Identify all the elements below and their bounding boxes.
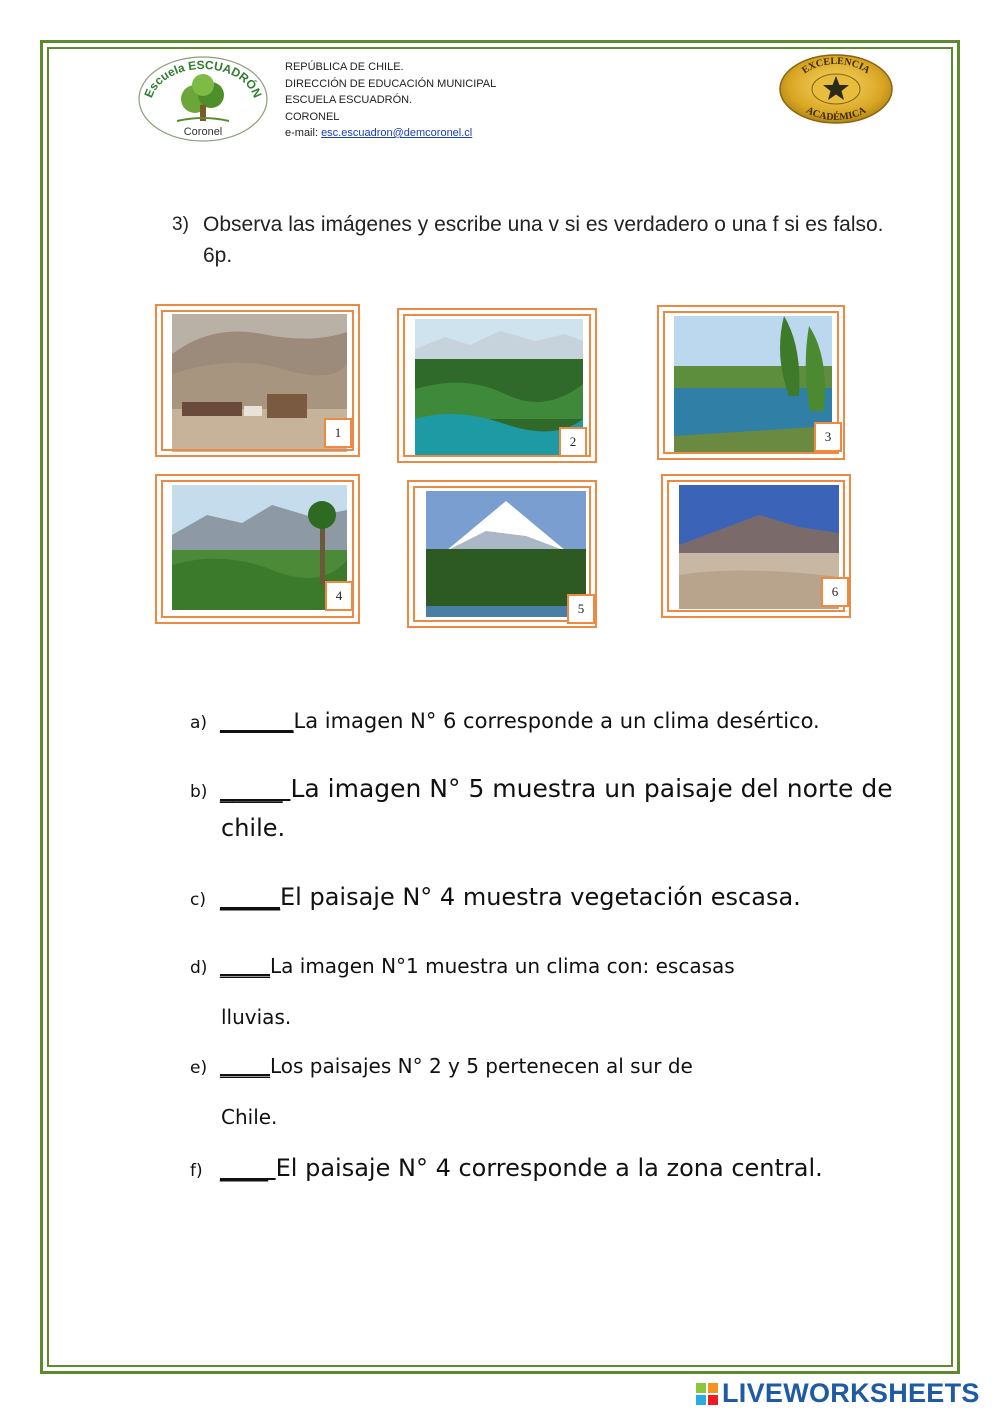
header-line-city: CORONEL: [285, 110, 340, 123]
photo-palm-valley: [172, 485, 347, 610]
header-line-school: ESCUELA ESCUADRÓN.: [285, 94, 413, 106]
question-text: Observa las imágenes y escribe una v si es verdadero o una f si es falso. 6p.: [203, 213, 884, 267]
statement-e-letter: e): [190, 1058, 208, 1078]
photo-number-1: 1: [324, 418, 352, 448]
statement-b-continuation: chile.: [221, 814, 286, 842]
statement-b: [190, 774, 893, 803]
photo-desert-village: [172, 314, 347, 452]
email-label: e-mail:: [285, 127, 322, 139]
photo-river-poplars: [674, 316, 832, 453]
statement-b-text: La imagen N° 5 muestra un paisaje del norte de: [290, 774, 893, 803]
email-link[interactable]: esc.escuadron@demcoronel.cl: [321, 127, 473, 139]
excellence-seal: [778, 54, 894, 124]
statement-f-blank[interactable]: ____: [220, 1154, 276, 1182]
photo-number-6: 6: [821, 577, 849, 607]
photo-frame-4: [155, 474, 360, 624]
statement-e-blank[interactable]: _____: [220, 1054, 270, 1078]
photo-frame-3: [657, 305, 845, 460]
photo-frame-5: [407, 480, 597, 628]
statement-c: [190, 883, 801, 911]
liveworksheets-text: LIVEWORKSHEETS: [722, 1378, 980, 1408]
statement-d-blank[interactable]: _____: [220, 954, 270, 978]
statement-f-text: El paisaje N° 4 corresponde a la zona central.: [275, 1154, 823, 1182]
statement-a: [190, 709, 820, 733]
statement-c-letter: c): [190, 890, 206, 910]
statement-b-blank[interactable]: _____: [220, 774, 291, 803]
seal-top-text: EXCELENCIA: [800, 55, 872, 77]
statement-b-letter: b): [190, 782, 208, 802]
photo-volcano-forest: [426, 491, 586, 617]
photo-number-4: 4: [325, 581, 353, 611]
school-logo: [137, 55, 269, 143]
statement-c-text: El paisaje N° 4 muestra vegetación escasa.: [280, 883, 801, 911]
seal-bottom-text: ACADÉMICA: [804, 104, 868, 124]
header-line-direction: DIRECCIÓN DE EDUCACIÓN MUNICIPAL: [285, 77, 497, 90]
statement-f: [190, 1154, 823, 1182]
photo-frame-1: [155, 304, 360, 457]
statement-e-text: Los paisajes N° 2 y 5 pertenecen al sur de: [270, 1054, 693, 1078]
photo-number-3: 3: [814, 422, 842, 452]
header-line-country: REPÚBLICA DE CHILE.: [285, 61, 404, 73]
photo-number-2: 2: [559, 427, 587, 457]
statement-c-blank[interactable]: _____: [220, 883, 280, 911]
photo-frame-6: [661, 474, 851, 618]
statement-a-blank[interactable]: _______: [220, 709, 294, 733]
statement-a-letter: a): [190, 713, 208, 733]
header-line-email: [285, 125, 496, 142]
photo-altiplano-desert: [679, 485, 839, 609]
statement-a-text: La imagen N° 6 corresponde a un clima desértico.: [293, 709, 820, 733]
statement-f-letter: f): [190, 1161, 203, 1181]
liveworksheets-icon: [696, 1383, 718, 1405]
liveworksheets-logo[interactable]: [696, 1378, 980, 1409]
statement-e-continuation: Chile.: [221, 1105, 278, 1129]
question-number: 3): [172, 214, 189, 235]
statement-d-letter: d): [190, 958, 208, 978]
statement-e: [190, 1054, 693, 1078]
statement-d-text: La imagen N°1 muestra un clima con: escasas: [270, 954, 735, 978]
photo-number-5: 5: [567, 594, 595, 624]
statement-d-continuation: lluvias.: [221, 1005, 292, 1029]
photo-lake-forest: [415, 319, 583, 455]
school-header-info: [285, 59, 496, 142]
school-logo-top-text: Escuela ESCUADRÓN: [141, 57, 265, 100]
photo-frame-2: [397, 308, 597, 463]
statement-d: [190, 954, 735, 978]
school-logo-bottom-text: Coronel: [183, 126, 223, 138]
